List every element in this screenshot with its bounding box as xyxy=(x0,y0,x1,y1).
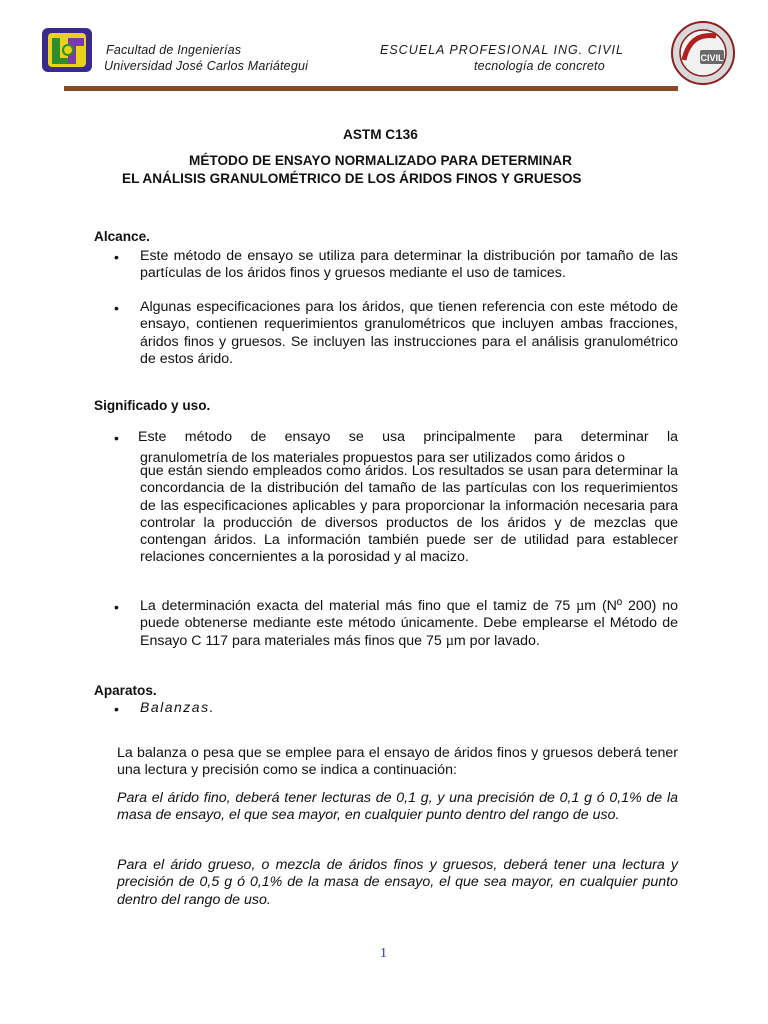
significado-bullet-1-line-2: granulometría de los materiales propuestos para ser utilizados como áridos o xyxy=(140,450,625,466)
bullet-marker: • xyxy=(114,701,119,717)
aparatos-item-balanzas: Balanzas. xyxy=(140,699,215,715)
section-heading-significado: Significado y uso. xyxy=(94,398,211,413)
standard-code: ASTM C136 xyxy=(343,127,418,142)
bullet-marker: • xyxy=(114,249,119,265)
significado-bullet-1-line-1: Este método de ensayo se usa principalmente para determinar la xyxy=(138,429,678,445)
bullet-marker: • xyxy=(114,599,119,615)
bullet-marker: • xyxy=(114,300,119,316)
text-run: m (Nº 200) no puede obtenerse mediante este método únicamente. Debe emplearse el Método de Ensayo C 117 para materiales más finos que 75 xyxy=(140,598,678,649)
significado-bullet-1-body: que están siendo empleados como áridos. Los resultados se usan para determinar la concordancia de la distribución del tamaño de las partículas con los requerimientos de las especificaciones aplicables y para proporcionar la información necesaria para controlar la producción de diversos productos de los áridos y de mezclas que contengan áridos. La información también puede ser de utilidad para establecer relaciones concernientes a la porosidad y al macizo. xyxy=(140,463,678,566)
text-run: La determinación exacta del material más fino que el tamiz de 75 xyxy=(140,598,577,614)
text-run: m por lavado. xyxy=(453,632,540,649)
section-heading-alcance: Alcance. xyxy=(94,229,150,244)
alcance-bullet-2: Algunas especificaciones para los áridos, que tienen referencia con este método de ensayo, contienen requerimientos granulométricos que incluyen ambas fracciones, áridos finos y gruesos. Se incluyen las instrucciones para el análisis granulométrico de estos árido. xyxy=(140,299,678,367)
header-faculty: Facultad de Ingenierías xyxy=(106,43,242,57)
header-university: Universidad José Carlos Mariátegui xyxy=(104,59,309,73)
aparatos-paragraph-fine: Para el árido fino, deberá tener lecturas de 0,1 g, y una precisión de 0,1 g ó 0,1% de la masa de ensayo, el que sea mayor, en cualquier punto dentro del rango de uso. xyxy=(117,790,678,824)
micro-symbol: µ xyxy=(576,598,585,614)
header-subject: tecnología de concreto xyxy=(474,59,605,73)
title-line-1: MÉTODO DE ENSAYO NORMALIZADO PARA DETERMINAR xyxy=(189,153,572,168)
significado-bullet-2 xyxy=(140,598,678,650)
page-number: 1 xyxy=(380,946,387,961)
title-line-2: EL ANÁLISIS GRANULOMÉTRICO DE LOS ÁRIDOS FINOS Y GRUESOS xyxy=(122,171,582,186)
faculty-logo xyxy=(40,24,96,76)
alcance-bullet-1: Este método de ensayo se utiliza para determinar la distribución por tamaño de las partículas de los áridos finos y gruesos mediante el uso de tamices. xyxy=(140,248,678,282)
header-school: ESCUELA PROFESIONAL ING. CIVIL xyxy=(380,43,624,57)
header-rule xyxy=(64,86,678,91)
aparatos-paragraph-coarse: Para el árido grueso, o mezcla de áridos finos y gruesos, deberá tener una lectura y precisión de 0,5 g ó 0,1% de la masa de ensayo, el que sea mayor, en cualquier punto dentro del rango de uso. xyxy=(117,857,678,908)
aparatos-paragraph-1: La balanza o pesa que se emplee para el ensayo de áridos finos y gruesos deberá tener una lectura y precisión como se indica a continuación: xyxy=(117,745,678,779)
civil-engineering-seal xyxy=(670,20,736,86)
section-heading-aparatos: Aparatos. xyxy=(94,683,157,698)
micro-symbol: µ xyxy=(445,632,454,649)
bullet-marker: • xyxy=(114,430,119,446)
seal-text: CIVIL xyxy=(700,53,724,63)
